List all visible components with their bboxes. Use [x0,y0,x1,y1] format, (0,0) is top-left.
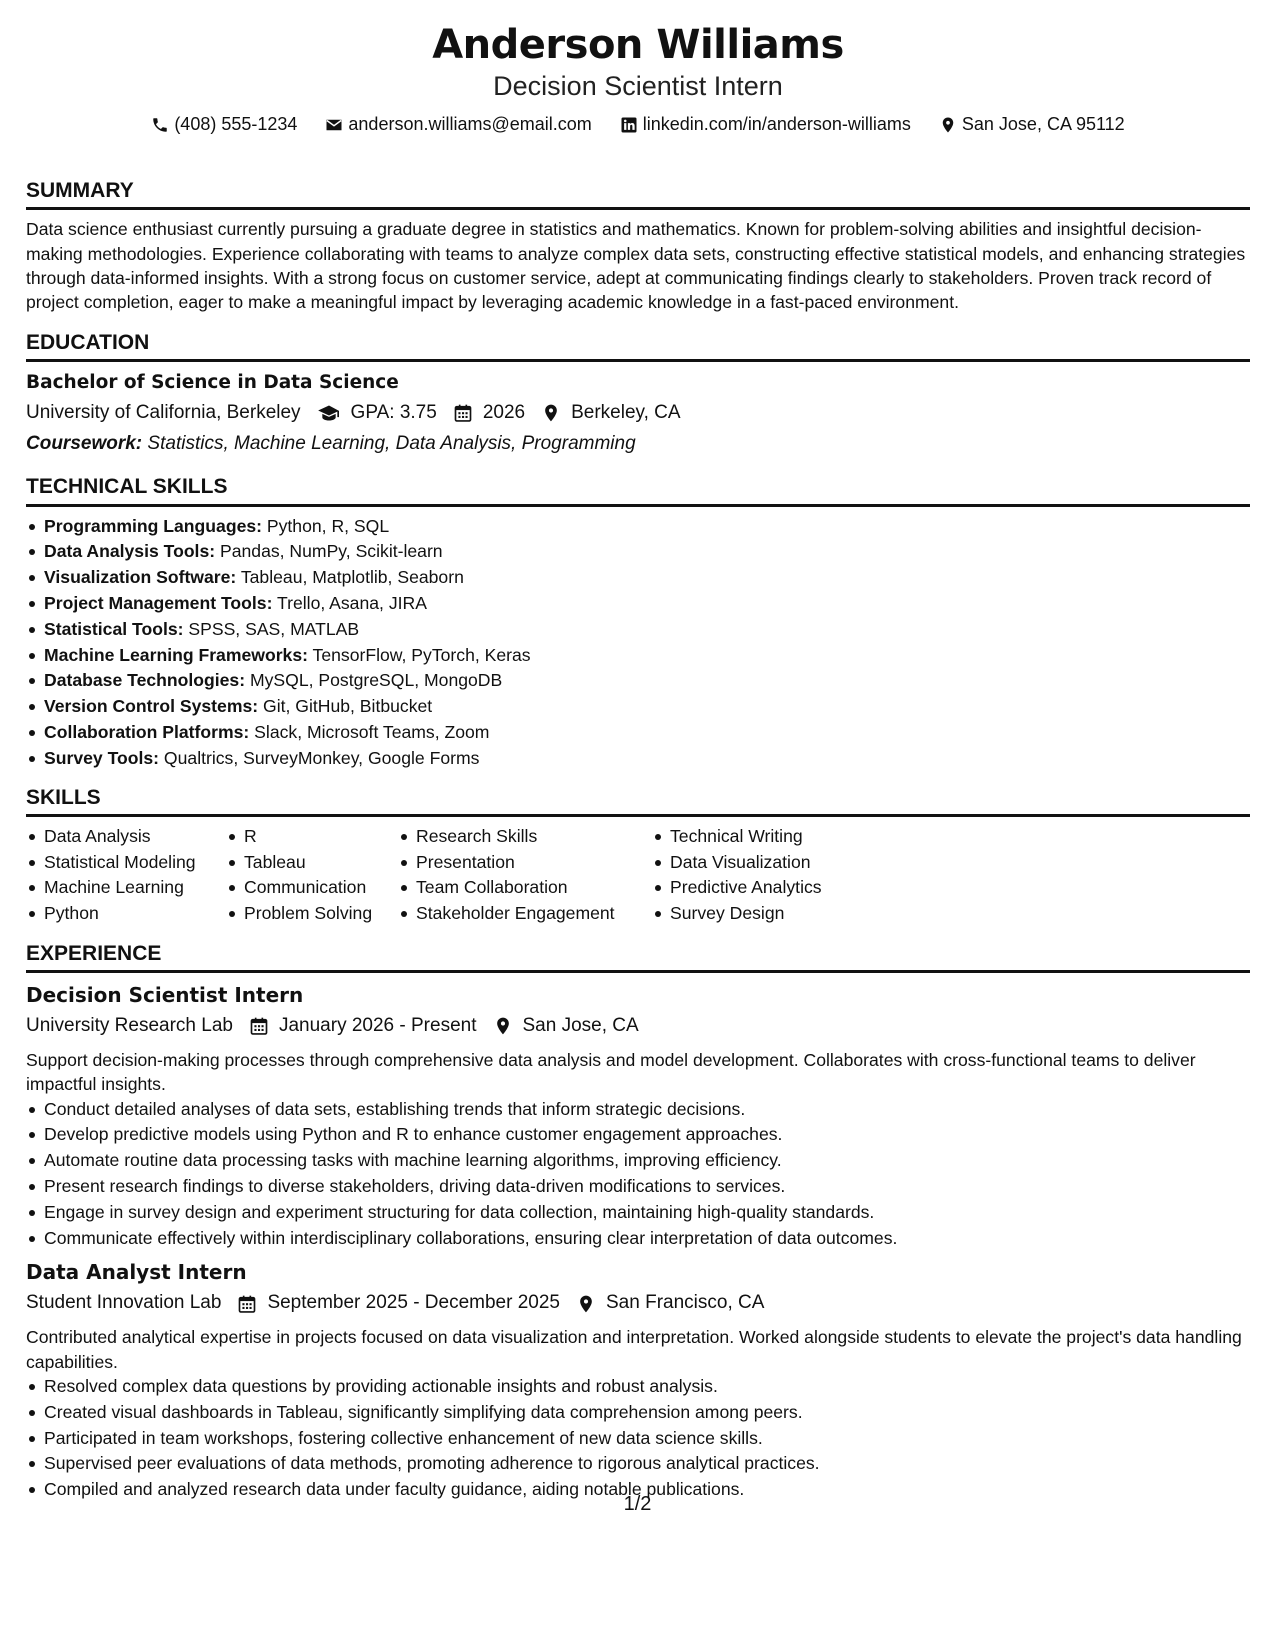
skill-values: Python, R, SQL [262,515,390,536]
skill-values: Qualtrics, SurveyMonkey, Google Forms [159,747,480,768]
skill-category: Data Analysis Tools: [44,541,216,562]
contact-email-text: anderson.williams@email.com [348,114,592,135]
list-item: Develop predictive models using Python and R to enhance customer engagement approaches. [26,1122,1250,1148]
contact-email[interactable] [325,114,591,136]
skill-category: Survey Tools: [44,747,160,768]
skill-values: Tableau, Matplotlib, Seaborn [236,567,464,588]
skill-category: Programming Languages: [44,515,262,536]
list-item [26,617,1250,643]
experience-entry [26,1259,1250,1502]
job-meta [26,1291,1250,1316]
skills-column-4 [652,824,912,927]
contact-bar [26,114,1250,136]
job-dates: January 2026 - Present [278,1015,477,1037]
job-summary: Support decision-making processes through comprehensive data analysis and model development. Collaborates with cross-functional teams to deliver impactful insights. [26,1049,1196,1095]
job-location: San Francisco, CA [606,1292,765,1314]
summary-section [26,178,1250,315]
job-dates: September 2025 - December 2025 [267,1292,560,1314]
list-item: Machine Learning [26,875,226,901]
section-title-technical-skills: TECHNICAL SKILLS [26,474,1250,506]
list-item: Tableau [226,850,398,876]
job-organization: Student Innovation Lab [26,1292,222,1314]
job-location: San Jose, CA [522,1015,639,1037]
education-degree: Bachelor of Science in Data Science [26,371,399,393]
list-item [26,591,1250,617]
list-item [26,694,1250,720]
list-item [26,539,1250,565]
envelope-icon [325,116,343,134]
skill-category: Version Control Systems: [44,696,259,717]
phone-icon [151,116,169,134]
list-item: Research Skills [398,824,652,850]
skill-category: Project Management Tools: [44,592,273,613]
job-organization: University Research Lab [26,1015,233,1037]
list-item [26,668,1250,694]
list-item [26,643,1250,669]
list-item [26,746,1250,772]
job-summary: Contributed analytical expertise in projects focused on data visualization and interpretation. Worked alongside students to elevate the project's data handling capabilities. [26,1327,1242,1372]
linkedin-icon [620,116,638,134]
skill-category: Visualization Software: [44,567,237,588]
section-title-education: EDUCATION [26,330,1250,362]
list-item: Data Analysis [26,824,226,850]
education-year: 2026 [482,402,526,424]
skills-column-1 [26,824,226,927]
contact-phone[interactable] [151,114,297,136]
contact-phone-text: (408) 555-1234 [174,114,298,135]
skill-values: Slack, Microsoft Teams, Zoom [249,721,490,742]
education-location: Berkeley, CA [571,402,681,424]
list-item [26,514,1250,540]
list-item: Conduct detailed analyses of data sets, establishing trends that inform strategic decisions. [26,1097,1250,1123]
skill-values: TensorFlow, PyTorch, Keras [307,644,531,665]
experience-entry [26,982,1250,1251]
coursework-label: Coursework: [26,432,143,454]
list-item: Stakeholder Engagement [398,901,652,927]
list-item: Compiled and analyzed research data under faculty guidance, aiding notable publications. [26,1477,1250,1503]
graduation-cap-icon [317,403,341,423]
skill-values: MySQL, PostgreSQL, MongoDB [245,670,503,691]
map-pin-icon [939,116,957,134]
technical-skills-list [26,514,1250,772]
skill-values: Git, GitHub, Bitbucket [258,696,433,717]
candidate-name: Anderson Williams [432,22,844,68]
skills-grid [26,824,1250,927]
list-item [26,565,1250,591]
skill-values: Pandas, NumPy, Scikit-learn [215,541,443,562]
resume-header [26,22,1250,136]
section-title-skills: SKILLS [26,785,1250,817]
job-bullets [26,1097,1250,1252]
job-title: Data Analyst Intern [26,1260,247,1285]
list-item: Engage in survey design and experiment structuring for data collection, maintaining high-quality standards. [26,1200,1250,1226]
skill-values: Trello, Asana, JIRA [272,592,427,613]
education-section [26,330,1250,457]
list-item: R [226,824,398,850]
list-item: Presentation [398,850,652,876]
list-item: Technical Writing [652,824,912,850]
list-item: Present research findings to diverse stakeholders, driving data-driven modifications to services. [26,1174,1250,1200]
section-title-summary: SUMMARY [26,178,1250,210]
summary-text: Data science enthusiast currently pursuing a graduate degree in statistics and mathematics. Known for problem-solving abilities and insightful decision-making methodologies. Experience collaborating with teams to analyze complex data sets, constructing effective statistical models, and enhancing strategies through data-informed insights. With a strong focus on customer service, adept at communicating findings clearly to stakeholders. Proven track record of project completion, eager to make a meaningful impact by leveraging academic knowledge in a fast-paced environment. [26,219,1246,313]
contact-linkedin[interactable] [620,114,911,136]
coursework-list: Statistics, Machine Learning, Data Analysis, Programming [142,432,636,454]
education-gpa: GPA: 3.75 [350,402,437,424]
list-item: Supervised peer evaluations of data methods, promoting adherence to rigorous analytical practices. [26,1451,1250,1477]
calendar-icon [453,403,473,423]
contact-location-text: San Jose, CA 95112 [961,114,1125,135]
experience-section [26,941,1250,1503]
calendar-icon [237,1294,257,1314]
job-bullets [26,1374,1250,1503]
page-number: 1/2 [623,1493,652,1515]
technical-skills-section [26,474,1250,771]
list-item: Survey Design [652,901,912,927]
list-item: Problem Solving [226,901,398,927]
skills-column-2 [226,824,398,927]
map-pin-icon [541,403,561,423]
contact-linkedin-text: linkedin.com/in/anderson-williams [642,114,911,135]
contact-location [939,114,1125,136]
education-school: University of California, Berkeley [26,402,301,424]
candidate-role: Decision Scientist Intern [493,71,783,101]
list-item: Team Collaboration [398,875,652,901]
list-item: Data Visualization [652,850,912,876]
job-title: Decision Scientist Intern [26,983,304,1008]
job-meta [26,1014,1250,1039]
list-item: Communicate effectively within interdisciplinary collaborations, ensuring clear interpretation of data outcomes. [26,1226,1250,1252]
list-item: Created visual dashboards in Tableau, significantly simplifying data comprehension among peers. [26,1400,1250,1426]
map-pin-icon [493,1016,513,1036]
education-meta [26,401,1250,426]
list-item: Python [26,901,226,927]
list-item: Participated in team workshops, fostering collective enhancement of new data science skills. [26,1426,1250,1452]
list-item: Resolved complex data questions by providing actionable insights and robust analysis. [26,1374,1250,1400]
skill-category: Machine Learning Frameworks: [44,644,308,665]
education-coursework [26,432,1250,457]
section-title-experience: EXPERIENCE [26,941,1250,973]
calendar-icon [249,1016,269,1036]
skills-section [26,785,1250,927]
skill-values: SPSS, SAS, MATLAB [183,618,360,639]
skills-column-3 [398,824,652,927]
list-item: Statistical Modeling [26,850,226,876]
skill-category: Collaboration Platforms: [44,721,250,742]
resume-page [26,0,1250,1503]
list-item [26,720,1250,746]
list-item: Automate routine data processing tasks with machine learning algorithms, improving efficiency. [26,1148,1250,1174]
skill-category: Database Technologies: [44,670,246,691]
list-item: Communication [226,875,398,901]
list-item: Predictive Analytics [652,875,912,901]
skill-category: Statistical Tools: [44,618,184,639]
map-pin-icon [576,1294,596,1314]
